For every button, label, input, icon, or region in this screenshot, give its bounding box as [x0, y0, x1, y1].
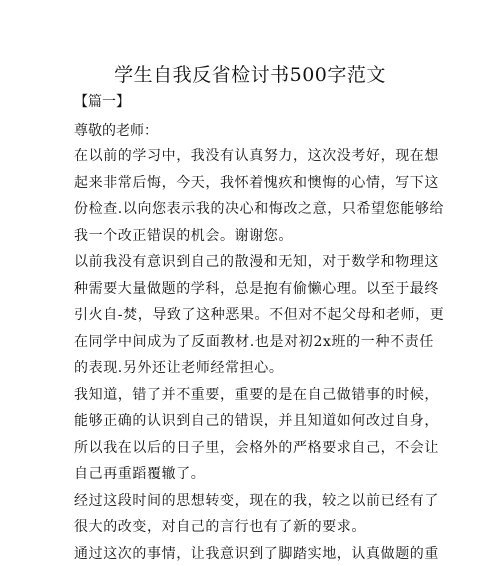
salutation: 尊敬的老师： — [74, 123, 158, 139]
text-line: 很大的改变，对自己的言行也有了新的要求。 — [74, 519, 366, 535]
text-line: 以前我没有意识到自己的散漫和无知，对于数学和物理这 — [74, 254, 439, 270]
text-line: 我知道，错了并不重要，重要的是在自己做错事的时候， — [74, 386, 439, 403]
text-line: 能够正确的认识到自己的错误，并且知道如何改过自身， — [74, 413, 439, 429]
document-title: 学生自我反省检讨书500字范文 — [114, 64, 386, 86]
text-line: 自己再重蹈覆辙了。 — [74, 466, 206, 482]
text-line: 在以前的学习中，我没有认真努力，这次没考好，现在想 — [74, 148, 439, 164]
text-line: 在同学中间成为了反面教材.也是对初2x班的一种不责任 — [74, 333, 434, 350]
text-line: 我一个改正错误的机会。谢谢您。 — [74, 227, 293, 244]
text-line: 起来非常后悔，今天，我怀着愧疚和懊悔的心情，写下这 — [74, 174, 439, 191]
text-line: 的表现.另外还让老师经常担心。 — [74, 360, 284, 376]
text-line: 种需要大量做题的学科，总是抱有偷懒心理。以至于最终 — [74, 280, 439, 297]
text-line: 通过这次的事情，让我意识到了脚踏实地，认真做题的重 — [74, 545, 439, 562]
text-line: 份检查.以向您表示我的决心和悔改之意，只希望您能够给 — [74, 201, 445, 217]
section-label: 【篇一】 — [74, 94, 130, 110]
text-line: 经过这段时间的思想转变，现在的我，较之以前已经有了 — [74, 492, 439, 509]
text-line: 引火自-焚，导致了这种恶果。不但对不起父母和老师，更 — [74, 307, 445, 323]
text-line: 所以我在以后的日子里，会格外的严格要求自己，不会让 — [74, 439, 439, 456]
body-text — [74, 143, 445, 566]
